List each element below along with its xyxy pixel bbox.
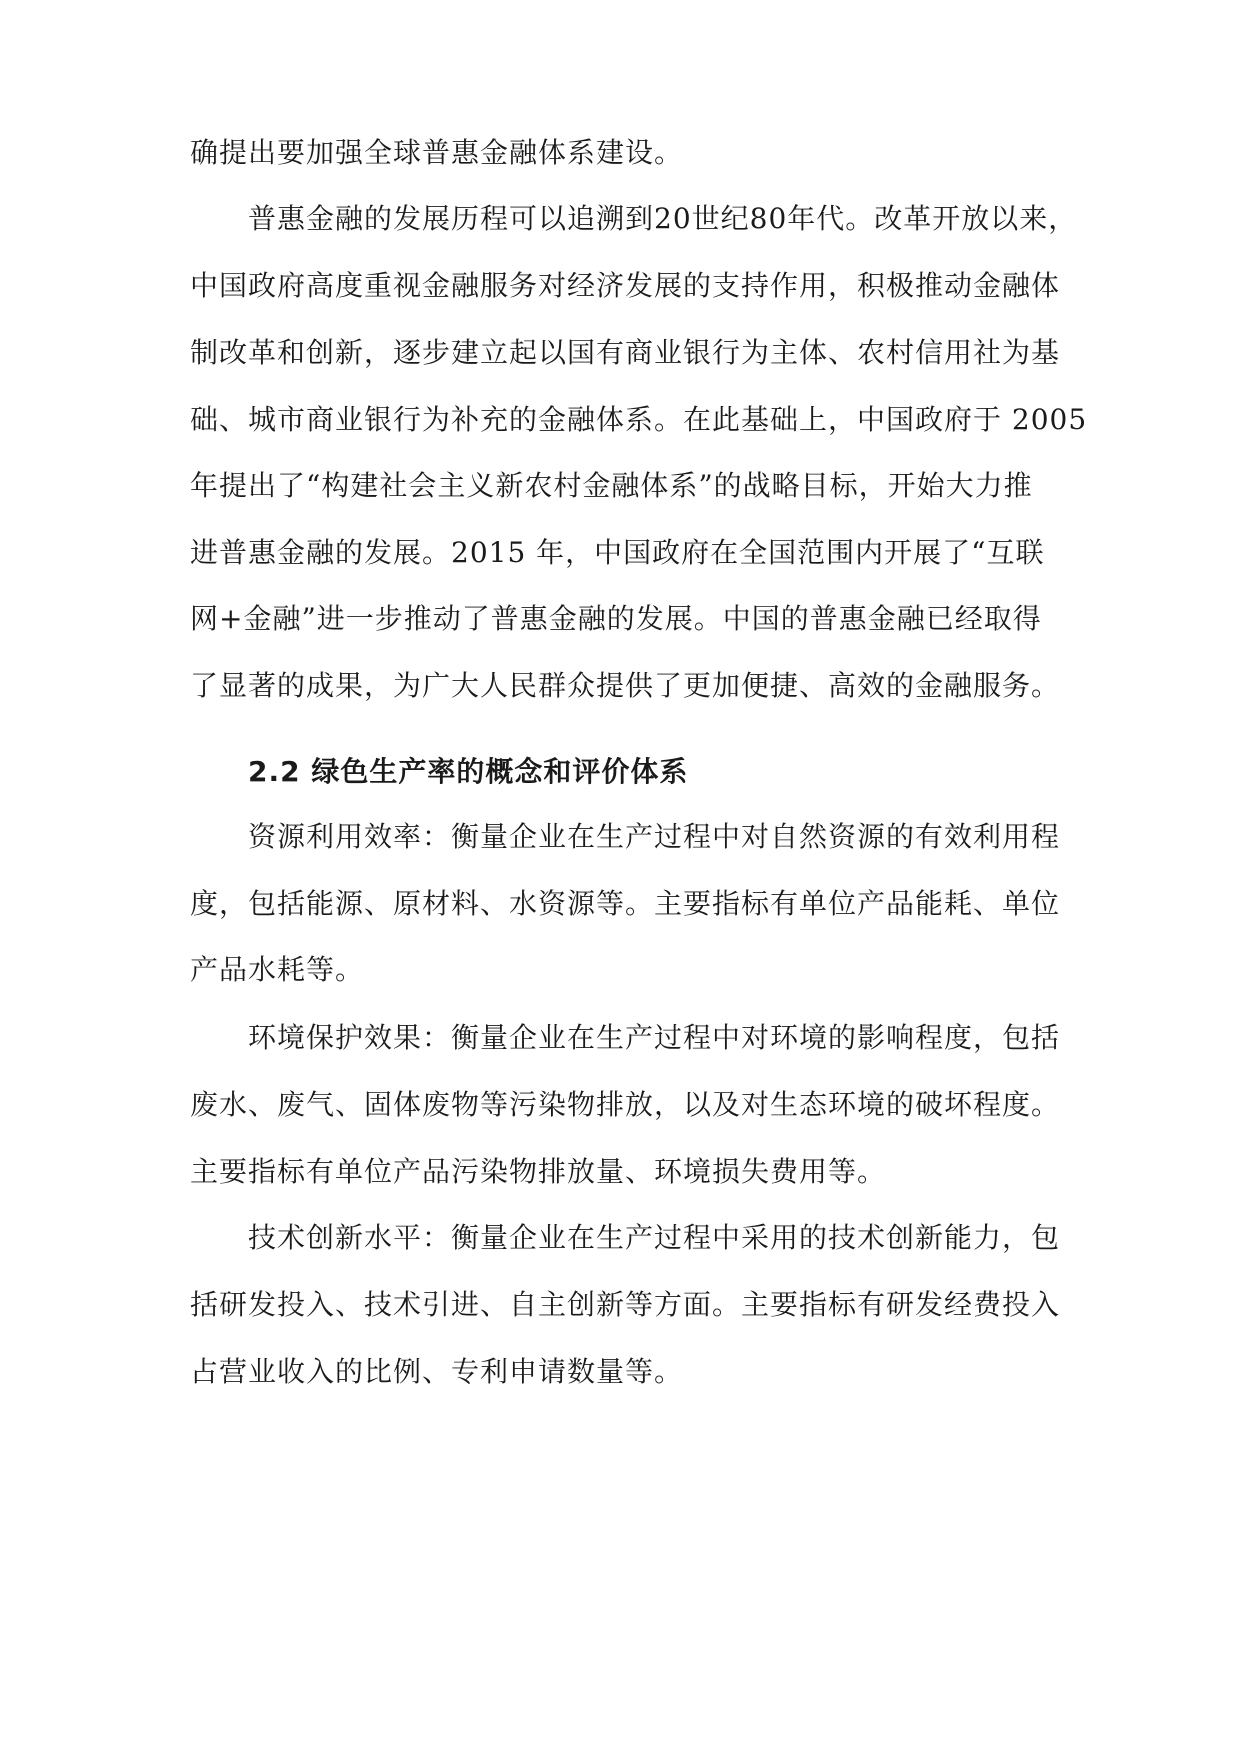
paragraph-line: 度，包括能源、原材料、水资源等。主要指标有单位产品能耗、单位 [190,887,1061,920]
paragraph-line: 进普惠金融的发展。2015 年，中国政府在全国范围内开展了“互联 [190,536,1045,569]
paragraph-line: 技术创新水平：衡量企业在生产过程中采用的技术创新能力，包 [248,1221,1061,1254]
section-heading: 2.2 绿色生产率的概念和评价体系 [248,755,689,788]
paragraph-line: 普惠金融的发展历程可以追溯到20世纪80年代。改革开放以来， [248,202,1078,235]
paragraph-line: 废水、废气、固体废物等污染物排放，以及对生态环境的破坏程度。 [190,1088,1061,1121]
paragraph-line: 础、城市商业银行为补充的金融体系。在此基础上，中国政府于 2005 [190,403,1088,436]
paragraph-line: 网+金融”进一步推动了普惠金融的发展。中国的普惠金融已经取得 [190,602,1042,635]
paragraph-line: 了显著的成果，为广大人民群众提供了更加便捷、高效的金融服务。 [190,669,1061,702]
paragraph-line: 占营业收入的比例、专利申请数量等。 [190,1355,684,1388]
paragraph-line: 资源利用效率：衡量企业在生产过程中对自然资源的有效利用程 [248,820,1061,853]
paragraph-line: 产品水耗等。 [190,953,365,986]
paragraph-line: 年提出了“构建社会主义新农村金融体系”的战略目标，开始大力推 [190,469,1033,502]
paragraph-line: 主要指标有单位产品污染物排放量、环境损失费用等。 [190,1155,887,1188]
paragraph-line: 制改革和创新，逐步建立起以国有商业银行为主体、农村信用社为基 [190,336,1061,369]
paragraph-line: 中国政府高度重视金融服务对经济发展的支持作用，积极推动金融体 [190,269,1061,302]
paragraph-line: 括研发投入、技术引进、自主创新等方面。主要指标有研发经费投入 [190,1288,1061,1321]
paragraph-line: 确提出要加强全球普惠金融体系建设。 [190,136,684,169]
paragraph-line: 环境保护效果：衡量企业在生产过程中对环境的影响程度，包括 [248,1021,1061,1054]
